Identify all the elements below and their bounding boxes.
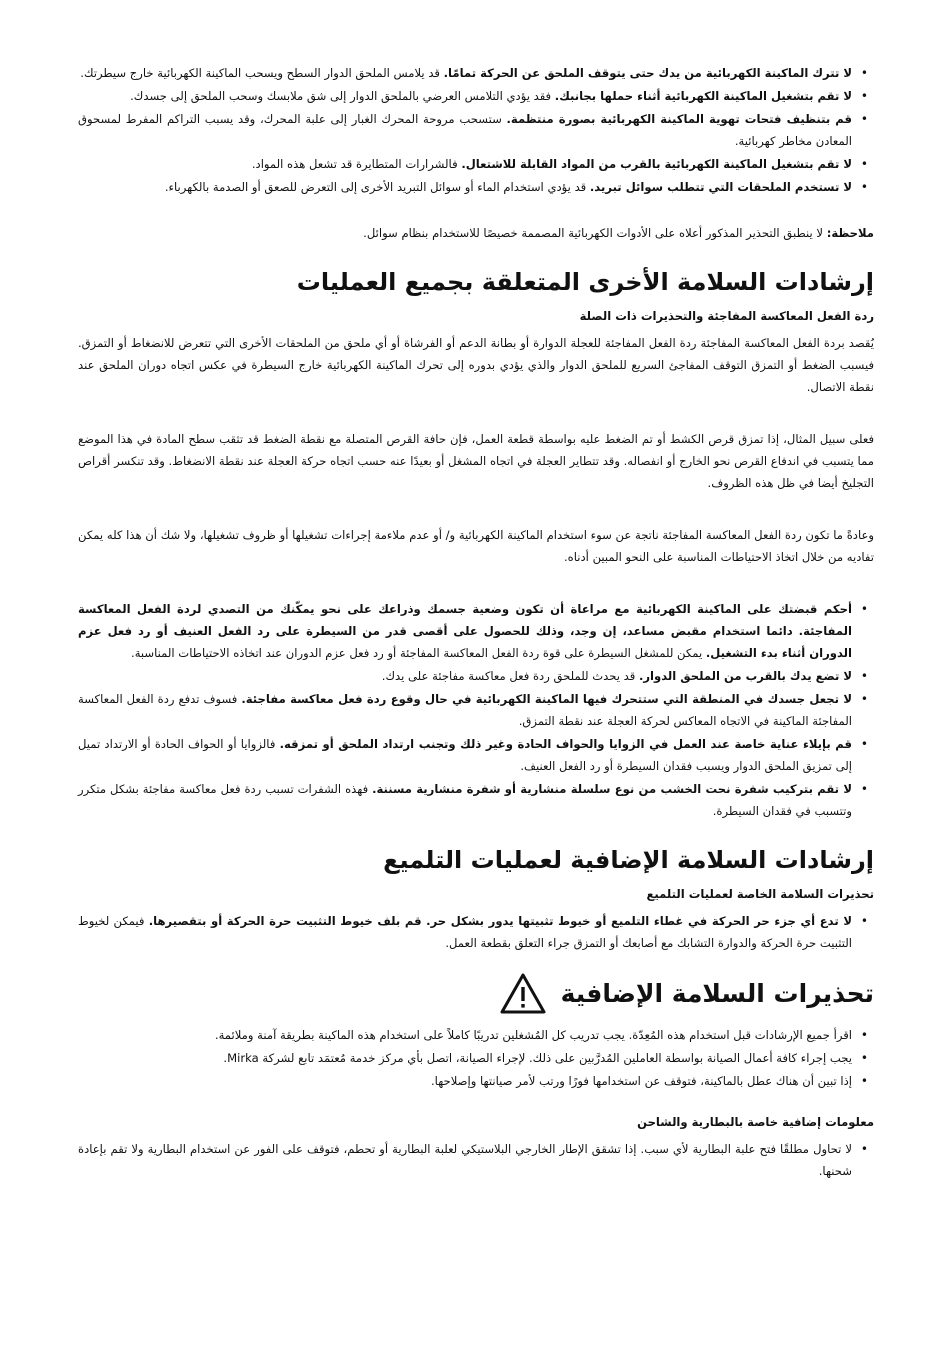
list-item: • اقرأ جميع الإرشادات قبل استخدام هذه المُعِدّة. يجب تدريب كل المُشغلين تدريبًا كاملاً على استخدام هذه الماكينة بطريقة آمنة وملائمة. <box>78 1024 874 1046</box>
bullet-text: قد يؤدي استخدام الماء أو سوائل التبريد الأخرى إلى التعرض للصعق أو الصدمة بالكهرباء. <box>164 180 590 194</box>
bullet-bold-text: لا تقم بتشغيل الماكينة الكهربائية أثناء حملها بجانبك. <box>554 89 852 103</box>
list-item <box>78 108 874 152</box>
list-item <box>78 665 874 687</box>
section-heading-additional-warnings: تحذيرات السلامة الإضافية <box>560 979 874 1008</box>
bullet-text: فهذه الشفرات تسبب ردة فعل معاكسة مفاجئة بشكل متكرر وتتسبب في فقدان السيطرة. <box>78 782 852 818</box>
list-item <box>78 62 874 84</box>
bullet-text: قد يحدث للملحق ردة فعل معاكسة مفاجئة على يدك. <box>381 669 639 683</box>
polishing-bullet-list <box>78 910 874 954</box>
list-item <box>78 598 874 664</box>
list-item: • يجب إجراء كافة أعمال الصيانة بواسطة العاملين المُدرَّبين على ذلك. لإجراء الصيانة، اتصل بأي مركز خدمة مُعتمَد تابع لشركة Mirka. <box>78 1047 874 1069</box>
document-page <box>78 62 874 1183</box>
bullet-text: فالزوايا أو الحواف الحادة أو الارتداد تميل إلى تمزيق الملحق الدوار ويسبب فقدان السيطرة أو رد الفعل العنيف. <box>78 737 852 773</box>
top-bullet-list <box>78 62 874 198</box>
section-subheading-battery: معلومات إضافية خاصة بالبطارية والشاحن <box>637 1115 874 1129</box>
additional-warnings-list <box>78 1024 874 1092</box>
list-item <box>78 778 874 822</box>
kickback-bullet-list <box>78 598 874 822</box>
kickback-paragraph-1: يُقصد بردة الفعل المعاكسة المفاجئة ردة الفعل المفاجئة للعجلة الدوارة أو بطانة الدعم أو الفرشاة أو أي ملحق من الملحقات الأخرى التي تتعرض للانضغاط أو التمزق. فيسبب الضغط أو التمزق التوقف المفاجئ السريع للملحق الدوار والذي يؤدي بدوره إلى تحرك الماكينة الكهربائية خارج السيطرة في عكس اتجاه دوران الملحق عند نقطة الاتصال. <box>78 336 874 394</box>
bullet-bold-text: لا تجعل جسدك في المنطقة التي ستتحرك فيها الماكينة الكهربائية في حال وقوع ردة فعل معاكسة مفاجئة. <box>241 692 852 706</box>
bullet-bold-text: أحكم قبضتك على الماكينة الكهربائية مع مراعاة أن تكون وضعية جسمك وذراعك على نحو يمكّنك من التصدي لردة الفعل المعاكسة المفاجئة. دائما استخدام مقبض مساعد، إن وجد، وذلك للحصول على أقصى قدر من السيطرة على رد الفعل العنيف أو رد فعل عزم الدوران أثناء بدء التشغيل. <box>78 602 852 660</box>
list-item <box>78 176 874 198</box>
bullet-bold-text: قم بتنظيف فتحات تهوية الماكينة الكهربائية بصورة منتظمة. <box>506 112 852 126</box>
battery-bullet-list <box>78 1138 874 1182</box>
list-item: • لا تحاول مطلقًا فتح علبة البطارية لأي سبب. إذا تشقق الإطار الخارجي البلاستيكي لعلبة البطارية أو تحطم، فتوقف على الفور عن استخدام البطارية ولا تقم بإعادة شحنها. <box>78 1138 874 1182</box>
kickback-paragraph-3: وعادةً ما تكون ردة الفعل المعاكسة المفاجئة ناتجة عن سوء استخدام الماكينة الكهربائية و/ أو عدم ملاءمة إجراءات تشغيلها أو ظروف تشغيلها، ولا شك أن هذا كله يمكن تفاديه من خلال اتخاذ الاحتياطات المناسبة على النحو المبين أدناه. <box>78 528 874 564</box>
section-subheading-kickback: ردة الفعل المعاكسة المفاجئة والتحذيرات ذات الصلة <box>579 309 874 323</box>
note-paragraph <box>78 222 874 244</box>
bullet-bold-text: لا تضع يدك بالقرب من الملحق الدوار. <box>638 669 852 683</box>
additional-warnings-header <box>78 972 874 1016</box>
list-item: • إذا تبين أن هناك عطل بالماكينة، فتوقف عن استخدامها فورًا ورتب لأمر صيانتها وإصلاحها. <box>78 1070 874 1092</box>
warning-triangle-icon <box>499 972 547 1016</box>
list-item <box>78 153 874 175</box>
bullet-text: ستسحب مروحة المحرك الغبار إلى علبة المحرك، وقد يسبب التراكم المفرط لمسحوق المعادن مخاطر كهربائية. <box>78 112 852 148</box>
section-subheading-polishing: تحذيرات السلامة الخاصة لعمليات التلميع <box>646 887 874 901</box>
section-heading-polishing: إرشادات السلامة الإضافية لعمليات التلميع <box>383 846 874 874</box>
bullet-bold-text: لا تقم بتركيب شفرة نحت الخشب من نوع سلسلة منشارية أو شفرة منشارية مسننة. <box>372 782 852 796</box>
bullet-text: فقد يؤدي التلامس العرضي بالملحق الدوار إلى شق ملابسك وسحب الملحق إلى جسدك. <box>130 89 555 103</box>
bullet-bold-text: لا تقم بتشغيل الماكينة الكهربائية بالقرب من المواد القابلة للاشتعال. <box>461 157 852 171</box>
bullet-bold-text: قم بإيلاء عناية خاصة عند العمل في الزوايا والحواف الحادة وغير ذلك وتجنب ارتداد الملحق أو تمزقه. <box>279 737 852 751</box>
bullet-text: قد يلامس الملحق الدوار السطح ويسحب الماكينة الكهربائية خارج سيطرتك. <box>80 66 444 80</box>
bullet-bold-text: لا تترك الماكينة الكهربائية من يدك حتى يتوقف الملحق عن الحركة تمامًا. <box>443 66 852 80</box>
note-text: لا ينطبق التحذير المذكور أعلاه على الأدوات الكهربائية المصممة خصيصًا للاستخدام بنظام سوائل. <box>363 226 827 240</box>
bullet-text: فيمكن لخيوط التثبيت حرة الحركة والدوارة التشابك مع أصابعك أو التمزق جراء التعلق بقطعة العمل. <box>78 914 852 950</box>
list-item <box>78 85 874 107</box>
kickback-paragraph-2: فعلى سبيل المثال، إذا تمزق قرص الكشط أو تم الضغط عليه بواسطة قطعة العمل، فإن حافة القرص المتصلة مع نقطة الضغط قد تثقب سطح المادة في هذا الموضع مما يتسبب في اندفاع القرص نحو الخارج أو انفصاله. وقد تتطاير العجلة في اتجاه المشغل أو بعيدًا عنه حسب اتجاه حركة العجلة عند نقطة الانضغاط. وقد تنكسر أقراص التجليخ أيضا في ظل هذه الظروف. <box>78 432 874 490</box>
note-label: ملاحظة: <box>826 226 874 240</box>
bullet-bold-text: لا تستخدم الملحقات التي تتطلب سوائل تبريد. <box>589 180 852 194</box>
section-heading-general-safety: إرشادات السلامة الأخرى المتعلقة بجميع العمليات <box>296 268 874 296</box>
bullet-text: فالشرارات المتطايرة قد تشعل هذه المواد. <box>251 157 462 171</box>
bullet-text: فسوف تدفع ردة الفعل المعاكسة المفاجئة الماكينة في الاتجاه المعاكس لحركة العجلة عند نقطة التمزق. <box>78 692 852 728</box>
list-item <box>78 688 874 732</box>
list-item <box>78 910 874 954</box>
list-item <box>78 733 874 777</box>
bullet-text: يمكن للمشغل السيطرة على قوة ردة الفعل المعاكسة المفاجئة أو رد فعل عزم الدوران عند اتخاذه الاحتياطات المناسبة. <box>131 646 706 660</box>
bullet-bold-text: لا تدع أي جزء حر الحركة في غطاء التلميع أو خيوط تثبيتها يدور بشكل حر. قم بلف خيوط التثبيت حرة الحركة أو بتقصيرها. <box>148 914 852 928</box>
